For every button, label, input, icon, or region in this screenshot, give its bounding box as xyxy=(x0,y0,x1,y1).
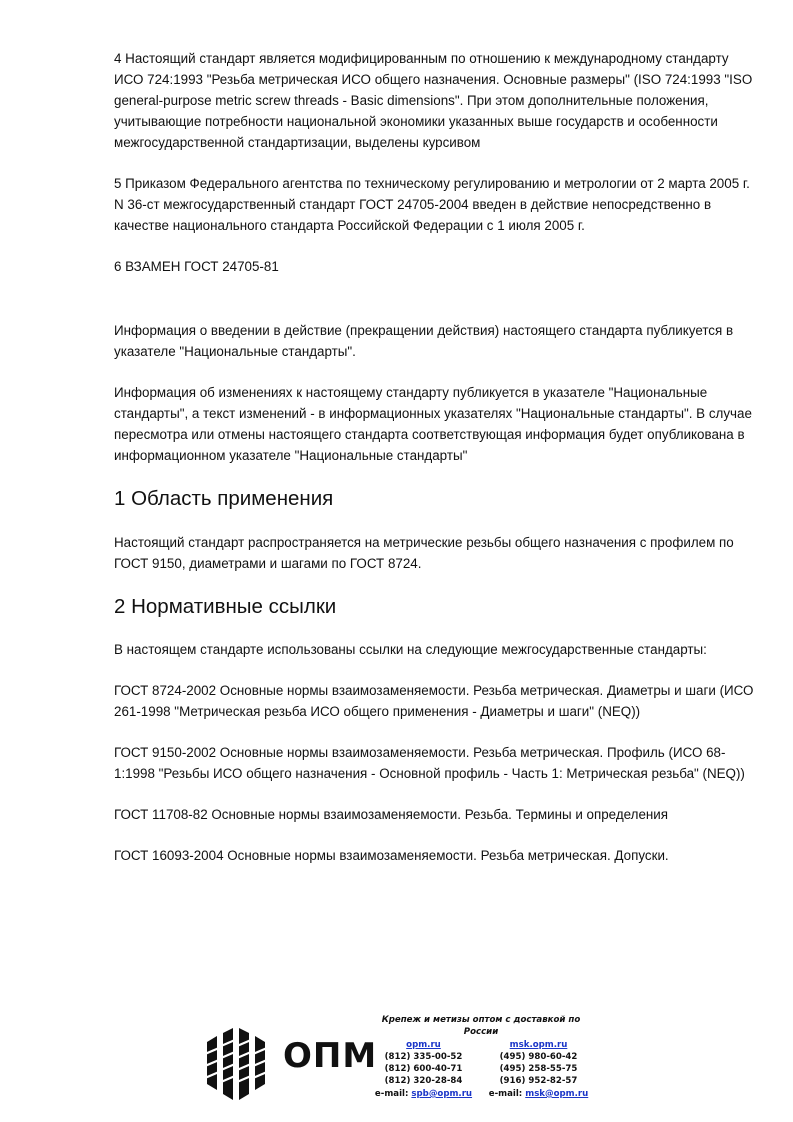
msk-phone: (916) 952-82-57 xyxy=(499,1076,578,1087)
reference-item: ГОСТ 9150-2002 Основные нормы взаимозаменяемости. Резьба метрическая. Профиль (ИСО 68-1:1998 "Резьбы ИСО общего назначения - Основной профиль - Часть 1: Метрическая резьба" (NEQ)) xyxy=(114,745,745,781)
section-heading-references: 2 Нормативные ссылки xyxy=(114,595,337,618)
contacts-block xyxy=(366,1014,596,1100)
info-paragraph-2: Информация об изменениях к настоящему стандарту публикуется в указателе "Национальные стандарты", а текст изменений - в информационных указателях "Национальные стандарты". В случае пересмотра или отмены настоящего стандарта соответствующая информация будет опубликована в информационном указателе "Национальные стандарты" xyxy=(114,385,752,463)
spb-phone: (812) 335-00-52 xyxy=(384,1051,463,1062)
email-label: e-mail: xyxy=(374,1088,412,1099)
msk-phone: (495) 258-55-75 xyxy=(499,1064,578,1075)
msk-phone: (495) 980-60-42 xyxy=(499,1051,578,1062)
spb-site-link[interactable]: opm.ru xyxy=(406,1039,441,1050)
reference-item: ГОСТ 16093-2004 Основные нормы взаимозаменяемости. Резьба метрическая. Допуски. xyxy=(114,848,669,863)
paragraph-5: 5 Приказом Федерального агентства по техническому регулированию и метрологии от 2 марта 2005 г. N 36-ст межгосударственный стандарт ГОСТ 24705-2004 введен в действие непосредственно в качестве национального стандарта Российской Федерации с 1 июля 2005 г. xyxy=(114,176,750,233)
info-paragraph-1: Информация о введении в действие (прекращении действия) настоящего стандарта публикуется в указателе "Национальные стандарты". xyxy=(114,323,734,359)
spb-phone: (812) 600-40-71 xyxy=(384,1064,463,1075)
paragraph-6: 6 ВЗАМЕН ГОСТ 24705-81 xyxy=(114,259,279,274)
spb-phone: (812) 320-28-84 xyxy=(384,1076,463,1087)
msk-site-link[interactable]: msk.opm.ru xyxy=(509,1039,568,1050)
footer xyxy=(0,1010,793,1122)
spb-contacts xyxy=(366,1039,481,1100)
section-heading-scope: 1 Область применения xyxy=(114,487,334,510)
paragraph-4: 4 Настоящий стандарт является модифицированным по отношению к международному стандарту ИСО 724:1993 "Резьба метрическая ИСО общего назначения. Основные размеры" (ISO 724:1993 "ISO general-purpose metric screw threads - Basic dimensions". При этом дополнительные положения, учитывающие потребности национальной экономики указанных выше государств и особенности межгосударственной стандартизации, выделены курсивом xyxy=(114,51,753,150)
document-body xyxy=(114,48,754,866)
email-label: e-mail: xyxy=(488,1088,526,1099)
opm-logo-icon xyxy=(205,1028,271,1100)
tagline: Крепеж и метизы оптом с доставкой по России xyxy=(381,1015,581,1038)
spb-email-link[interactable]: spb@opm.ru xyxy=(411,1088,473,1099)
msk-email-link[interactable]: msk@opm.ru xyxy=(525,1088,589,1099)
brand-name: ОПМ xyxy=(283,1036,378,1076)
references-intro: В настоящем стандарте использованы ссылки на следующие межгосударственные стандарты: xyxy=(114,642,707,657)
msk-contacts xyxy=(481,1039,596,1100)
reference-item: ГОСТ 11708-82 Основные нормы взаимозаменяемости. Резьба. Термины и определения xyxy=(114,807,669,822)
scope-paragraph: Настоящий стандарт распространяется на метрические резьбы общего назначения с профилем по ГОСТ 9150, диаметрами и шагами по ГОСТ 8724. xyxy=(114,535,734,571)
reference-item: ГОСТ 8724-2002 Основные нормы взаимозаменяемости. Резьба метрическая. Диаметры и шаги (ИСО 261-1998 "Метрическая резьба ИСО общего применения - Диаметры и шаги" (NEQ)) xyxy=(114,683,754,719)
